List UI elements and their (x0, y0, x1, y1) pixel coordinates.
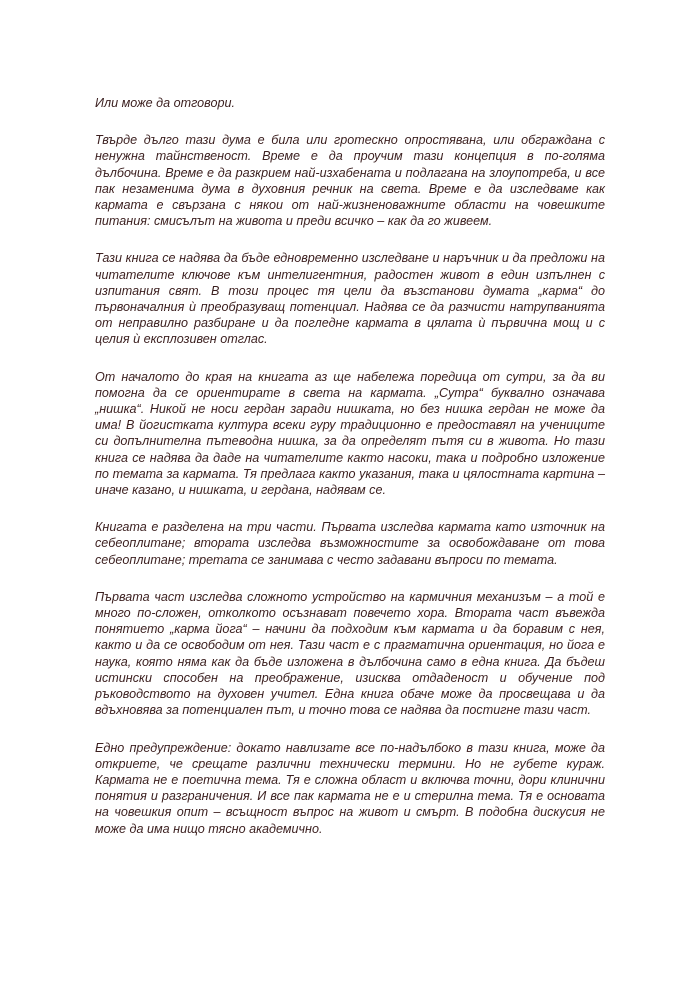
paragraph-2: Тази книга се надява да бъде едновременно изследване и наръчник и да предложи на читателите ключове към интелигентния, радостен живот в един изпълнен с изпитания свят. В този процес тя цели да възстанови думата „карма“ до първоначалния ѝ преобразуващ потенциал. Надява се да разчисти натрупванията от неправилно разбиране и да погледне кармата в цялата ѝ първична мощ и с целия ѝ експлозивен отглас. (95, 251, 605, 347)
paragraph-1: Твърде дълго тази дума е била или гротескно опростявана, или обграждана с ненужна тайнственост. Време е да проучим тази концепция в по-голяма дълбочина. Време е да разкрием най-изхабената и подлагана на злоупотреба, и все пак незаменима дума в духовния речник на света. Време е да изследваме как кармата е свързана с някои от най-жизненоважните области на човешките питания: смисълът на живота и преди всичко – как да го живеем. (95, 133, 605, 229)
paragraph-6: Едно предупреждение: докато навлизате все по-надълбоко в тази книга, може да откриете, че срещате различни технически термини. Но не губете кураж. Кармата не е поетична тема. Тя е сложна област и включва точни, дори клинични понятия и разграничения. И все пак кармата не е и стерилна тема. Тя е основата на човешкия опит – всъщност въпрос на живот и смърт. В подобна дискусия не може да има нищо тясно академично. (95, 740, 605, 836)
opening-line: Или може да отговори. (95, 96, 235, 110)
paragraph-4: Книгата е разделена на три части. Първата изследва кармата като източник на себеоплитане; втората изследва възможностите за освобождаване от това себеоплитане; третата се занимава с често задавани въпроси по темата. (95, 520, 605, 567)
document-body (95, 95, 605, 858)
paragraph-5: Първата част изследва сложното устройство на кармичния механизъм – а той е много по-сложен, отколкото осъзнават повечето хора. Втората част въвежда понятието „карма йога“ – начини да подходим към кармата и да боравим с нея, както и да се освободим от нея. Тази част е с прагматична ориентация, но йога е наука, която няма как да бъде изложена в дълбочина само в една книга. Да бъдеш истински способен на преображение, изисква отдаденост и обучение под ръководството на духовен учител. Една книга обаче може да просвещава и да вдъхновява за потенциален път, и точно това се надява да постигне тази част. (95, 589, 605, 718)
paragraph-3: От началото до края на книгата аз ще набележа поредица от сутри, за да ви помогна да се ориентирате в света на кармата. „Сутра“ буквално означава „нишка“. Никой не носи гердан заради нишката, но без нишка гердан не може да има! В йогистката култура всеки гуру традиционно е предоставял на учениците си допълнителна пътеводна нишка, за да определят пътя си в живота. Но тази книга се надява да даде на читателите както насоки, така и подробно изложение по темата за кармата. Тя предлага както указания, така и цялостната картина – иначе казано, и нишката, и гердана, надявам се. (95, 369, 605, 498)
